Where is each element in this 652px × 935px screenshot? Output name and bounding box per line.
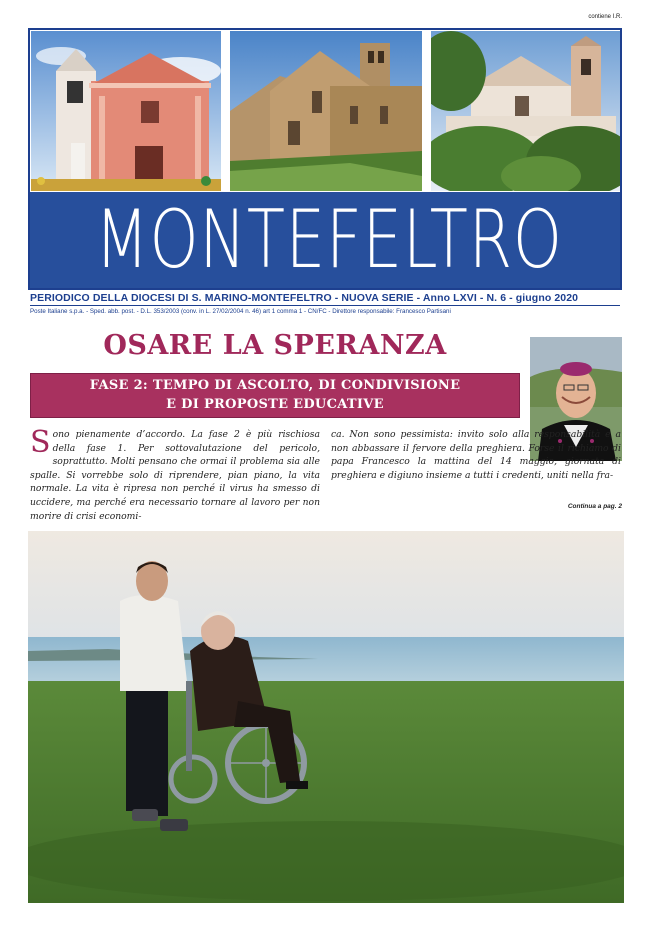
masthead-subtitle: PERIODICO DELLA DIOCESI DI S. MARINO-MONTEFELTRO - NUOVA SERIE - Anno LXVI - N. 6 - giugno 2020 <box>30 292 579 304</box>
article-column-2 <box>331 428 621 482</box>
photo-church-pink <box>31 31 221 191</box>
masthead-imprint: Poste Italiane s.p.a. - Sped. abb. post. - D.L. 353/2003 (conv. in L. 27/02/2004 n. 46) art 1 comma 1 - CN/FC - Direttore responsabile: Francesco Partisani <box>30 308 451 315</box>
masthead-title: MONTEFELTRO <box>94 193 563 286</box>
continued-link[interactable]: Continua a pag. 2 <box>567 503 622 510</box>
subheadline-band <box>30 373 520 418</box>
masthead-rule <box>30 305 620 306</box>
photo-church-white <box>431 31 620 191</box>
photo-wheelchair-seaside <box>28 531 624 903</box>
masthead <box>30 192 620 288</box>
subheadline-line-2: E DI PROPOSTE EDUCATIVE <box>166 397 384 412</box>
article-column-1 <box>30 425 320 523</box>
subheadline-line-1: FASE 2: TEMPO DI ASCOLTO, DI CONDIVISIONE <box>89 378 461 393</box>
article-text-2: ca. Non sono pessimista: invito solo alla responsabilità e a non abbassare il fervore della preghiera. Forse il richiamo di papa Francesco la mattina del 14 maggio, giornata di preghiera e digiuno insieme a tutti i credenti, uniti nella fra- <box>331 429 621 481</box>
article-text-1: ono pienamente d’accordo. La fase 2 è più rischiosa della fase 1. Per sottovalutazione del pericolo, soprattutto. Molti pensano che ormai il problema sia alle spalle. Si vorrebbe solo di riprendere, pian piano, la vita normale. La vita è ripresa non perché il virus ha smesso di uccidere, ma perché era necessario tornare al lavoro per non morire di crisi economi- <box>30 429 320 522</box>
headline: OSARE LA SPERANZA <box>103 330 447 361</box>
top-note: contiene I.R. <box>588 14 622 20</box>
dropcap: S <box>30 425 51 460</box>
photo-cathedral-stone <box>230 31 422 191</box>
